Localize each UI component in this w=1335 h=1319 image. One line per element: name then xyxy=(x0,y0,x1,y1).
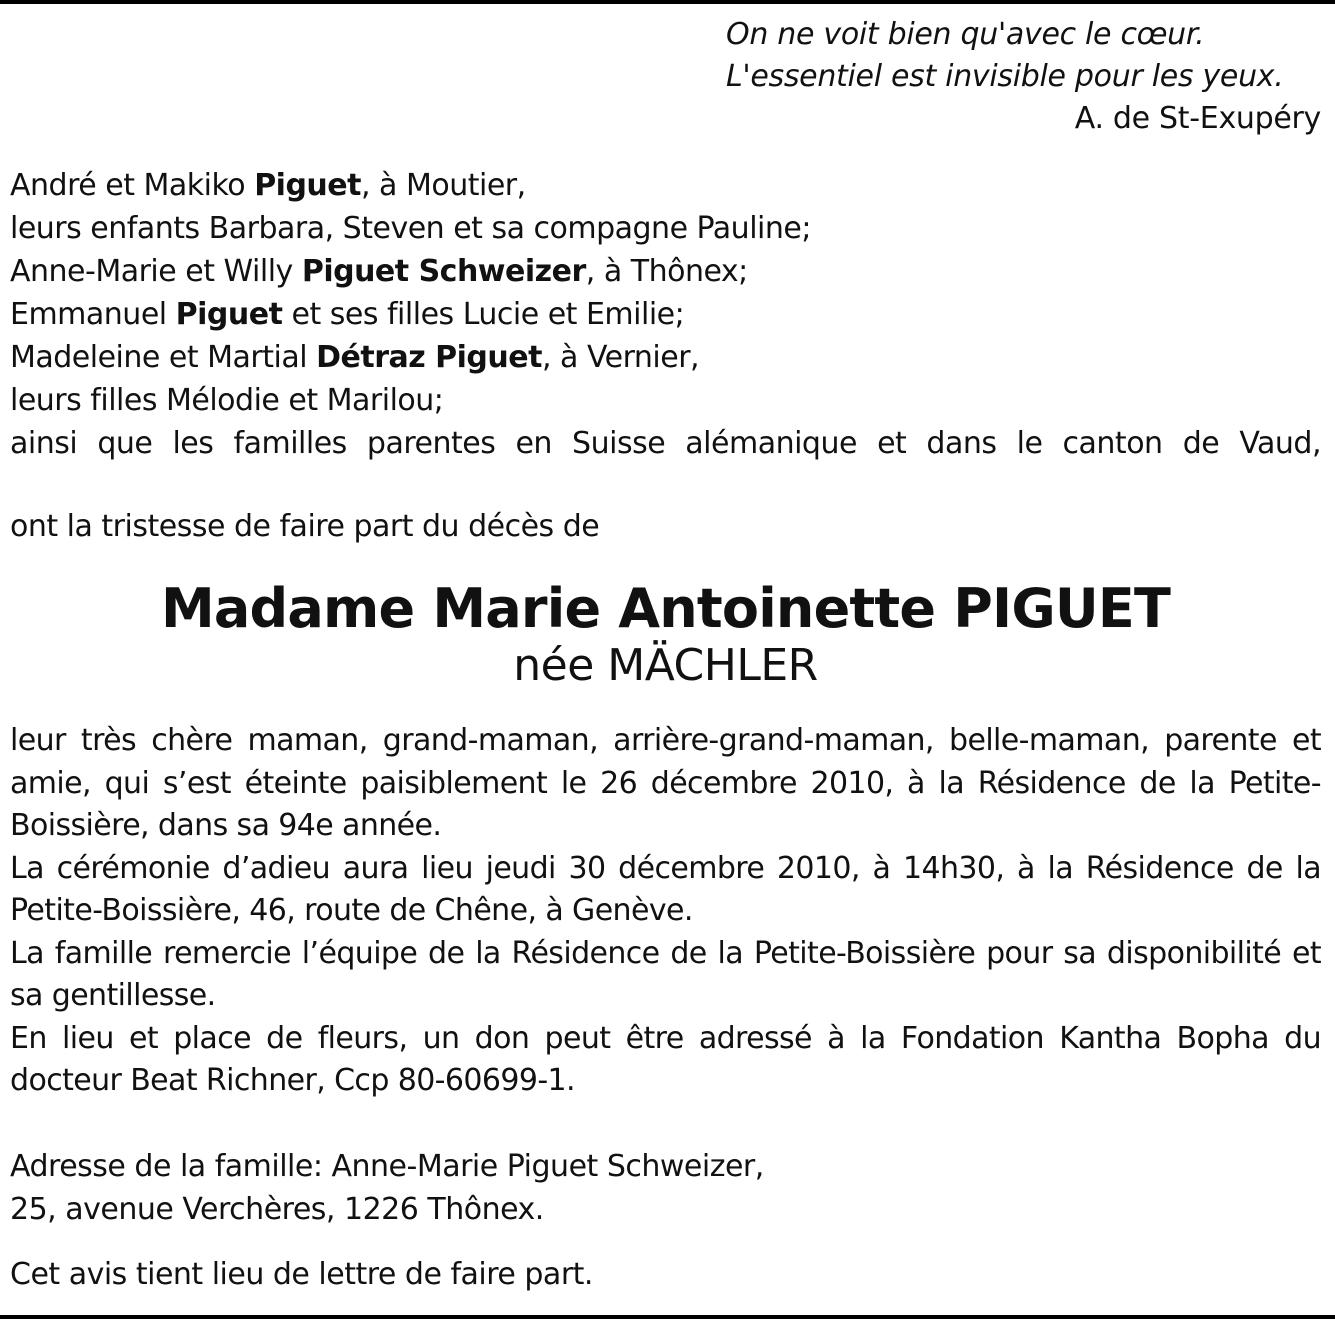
family-text: Anne-Marie et Willy xyxy=(10,254,302,289)
family-surname: Piguet Schweizer xyxy=(301,254,586,289)
family-list xyxy=(10,164,1321,465)
family-text: , à Thônex; xyxy=(585,254,748,289)
maiden-name: née MÄCHLER xyxy=(513,640,818,691)
family-line xyxy=(10,250,1321,293)
announcement-intro: ont la tristesse de faire part du décès de xyxy=(10,509,600,544)
body-paragraph: La cérémonie d’adieu aura lieu jeudi 30 décembre 2010, à 14h30, à la Résidence de la Petite-Boissière, 46, route de Chêne, à Genève. xyxy=(10,850,1321,928)
family-line: leurs filles Mélodie et Marilou; xyxy=(10,383,444,418)
address-line: Adresse de la famille: Anne-Marie Piguet Schweizer, xyxy=(10,1148,764,1184)
address-line: 25, avenue Verchères, 1226 Thônex. xyxy=(10,1191,544,1227)
family-text: Emmanuel xyxy=(10,297,176,332)
body-paragraph: leur très chère maman, grand-maman, arrière-grand-maman, belle-maman, parente et amie, qui s’est éteinte paisiblement le 26 décembre 2010, à la Résidence de la Petite-Boissière, dans sa 94e année. xyxy=(10,723,1321,843)
quote-line-1: On ne voit bien qu'avec le cœur. xyxy=(726,17,1205,52)
family-text: Madeleine et Martial xyxy=(10,340,317,375)
family-surname: Piguet xyxy=(254,168,361,203)
family-text: André et Makiko xyxy=(10,168,255,203)
obituary-notice xyxy=(10,14,1321,1296)
family-surname: Détraz Piguet xyxy=(316,340,542,375)
quote-line-2: L'essentiel est invisible pour les yeux. xyxy=(726,59,1284,94)
family-text: , à Vernier, xyxy=(541,340,700,375)
family-text: , à Moutier, xyxy=(360,168,526,203)
notice-body xyxy=(10,720,1321,1103)
bottom-rule xyxy=(0,1315,1335,1319)
family-line xyxy=(10,293,1321,336)
deceased-name: Madame Marie Antoinette PIGUET xyxy=(160,577,1171,640)
family-surname: Piguet xyxy=(175,297,283,332)
epigraph-quote xyxy=(726,14,1321,140)
closing-note: Cet avis tient lieu de lettre de faire part. xyxy=(10,1256,593,1292)
family-line xyxy=(10,164,1321,207)
family-line: leurs enfants Barbara, Steven et sa compagne Pauline; xyxy=(10,211,811,246)
body-paragraph: En lieu et place de fleurs, un don peut être adressé à la Fondation Kantha Bopha du docteur Beat Richner, Ccp 80-60699-1. xyxy=(10,1020,1321,1098)
family-text: et ses filles Lucie et Emilie; xyxy=(282,297,685,332)
body-paragraph: La famille remercie l’équipe de la Résidence de la Petite-Boissière pour sa disponibilité et sa gentillesse. xyxy=(10,935,1321,1013)
family-address xyxy=(10,1145,1321,1231)
quote-author: A. de St-Exupéry xyxy=(1074,101,1321,136)
family-line xyxy=(10,336,1321,379)
family-line: ainsi que les familles parentes en Suisse alémanique et dans le canton de Vaud, xyxy=(10,426,1321,461)
top-rule xyxy=(0,0,1335,4)
